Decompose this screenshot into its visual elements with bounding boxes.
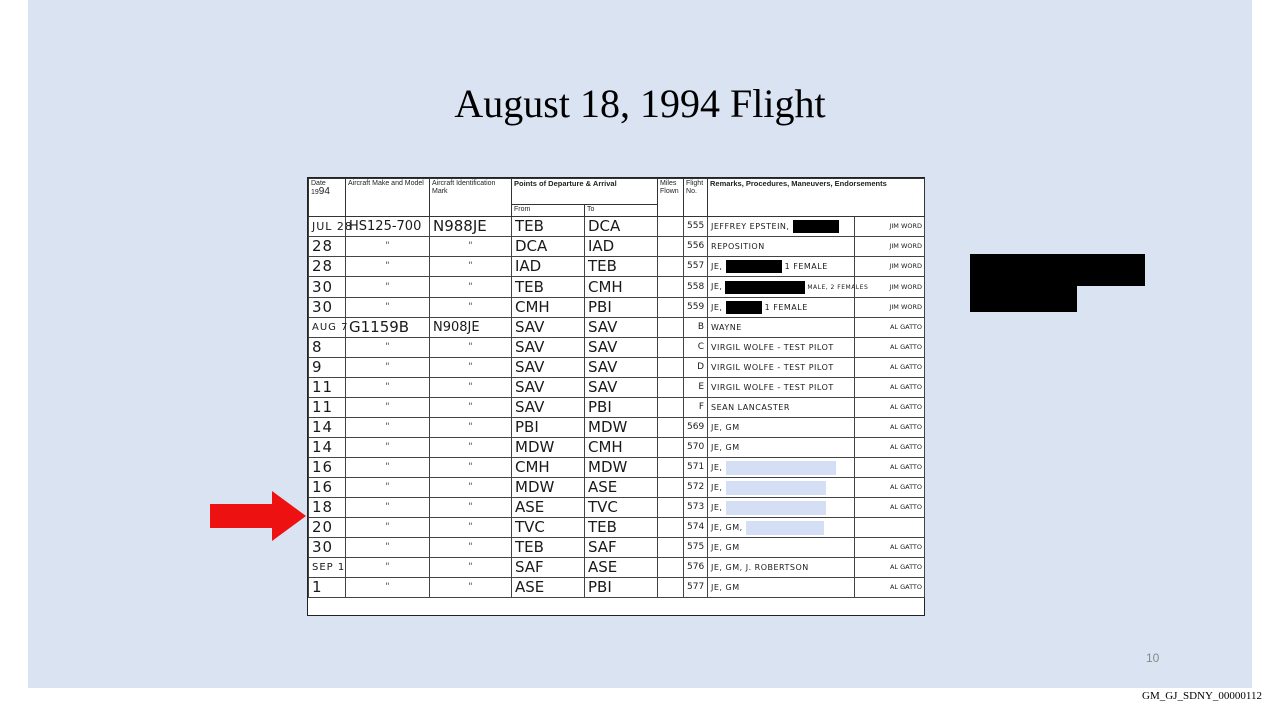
redaction-box xyxy=(725,281,805,294)
row-date: 16 xyxy=(309,458,346,478)
row-from: SAV xyxy=(512,318,585,338)
row-date: JUL 28 xyxy=(309,217,346,237)
row-ident: N988JE xyxy=(430,217,512,237)
row-signature: AL GATTO xyxy=(855,438,925,458)
row-to: PBI xyxy=(585,578,658,598)
row-model: " xyxy=(346,458,430,478)
row-from: SAV xyxy=(512,378,585,398)
row-flight: B xyxy=(684,318,708,338)
row-signature: AL GATTO xyxy=(855,538,925,558)
row-signature: AL GATTO xyxy=(855,398,925,418)
row-miles xyxy=(658,458,684,478)
row-ident: " xyxy=(430,358,512,378)
row-to: SAV xyxy=(585,358,658,378)
row-remarks: JE, 1 FEMALE xyxy=(708,257,855,277)
log-row xyxy=(309,398,925,418)
row-remarks: JE, GM xyxy=(708,578,855,598)
row-flight: C xyxy=(684,338,708,358)
redaction-box xyxy=(726,301,762,314)
row-signature: AL GATTO xyxy=(855,478,925,498)
row-to: MDW xyxy=(585,418,658,438)
row-miles xyxy=(658,578,684,598)
row-date: 1 xyxy=(309,578,346,598)
row-signature: AL GATTO xyxy=(855,498,925,518)
row-remarks: JEFFREY EPSTEIN, xyxy=(708,217,855,237)
row-signature: JIM WORD xyxy=(855,257,925,277)
row-miles xyxy=(658,318,684,338)
row-miles xyxy=(658,398,684,418)
row-to: SAV xyxy=(585,318,658,338)
row-date: 28 xyxy=(309,237,346,257)
row-date: 11 xyxy=(309,398,346,418)
row-signature: AL GATTO xyxy=(855,578,925,598)
row-miles xyxy=(658,277,684,298)
logbook-scan xyxy=(307,177,925,616)
row-flight: E xyxy=(684,378,708,398)
log-row xyxy=(309,237,925,257)
row-model: " xyxy=(346,478,430,498)
row-signature: AL GATTO xyxy=(855,358,925,378)
row-to: PBI xyxy=(585,298,658,318)
row-miles xyxy=(658,338,684,358)
row-to: CMH xyxy=(585,438,658,458)
row-miles xyxy=(658,558,684,578)
row-flight: 556 xyxy=(684,237,708,257)
row-signature: AL GATTO xyxy=(855,338,925,358)
row-signature: JIM WORD xyxy=(855,298,925,318)
row-flight: 559 xyxy=(684,298,708,318)
row-model: " xyxy=(346,257,430,277)
row-miles xyxy=(658,498,684,518)
row-miles xyxy=(658,378,684,398)
log-row xyxy=(309,518,925,538)
row-from: MDW xyxy=(512,438,585,458)
row-flight: 577 xyxy=(684,578,708,598)
header-miles: Miles Flown xyxy=(658,179,684,217)
row-ident: " xyxy=(430,418,512,438)
row-model: " xyxy=(346,538,430,558)
header-flight-no: Flight No. xyxy=(684,179,708,217)
row-signature: AL GATTO xyxy=(855,378,925,398)
log-row xyxy=(309,438,925,458)
row-model: " xyxy=(346,378,430,398)
row-ident: " xyxy=(430,277,512,298)
header-aircraft-ident: Aircraft Identification Mark xyxy=(430,179,512,217)
row-miles xyxy=(658,418,684,438)
row-remarks: JE, 1 FEMALE xyxy=(708,298,855,318)
log-row xyxy=(309,358,925,378)
row-miles xyxy=(658,538,684,558)
row-remarks: JE, xyxy=(708,498,855,518)
log-row xyxy=(309,318,925,338)
row-date: 18 xyxy=(309,498,346,518)
row-from: SAV xyxy=(512,398,585,418)
row-to: SAV xyxy=(585,378,658,398)
row-ident: " xyxy=(430,518,512,538)
header-aircraft-model: Aircraft Make and Model xyxy=(346,179,430,217)
row-flight: 572 xyxy=(684,478,708,498)
row-model: " xyxy=(346,398,430,418)
row-miles xyxy=(658,237,684,257)
row-remarks: REPOSITION xyxy=(708,237,855,257)
log-row xyxy=(309,378,925,398)
row-miles xyxy=(658,257,684,277)
row-miles xyxy=(658,478,684,498)
row-to: TEB xyxy=(585,518,658,538)
row-miles xyxy=(658,438,684,458)
row-from: SAV xyxy=(512,338,585,358)
header-to: To xyxy=(585,205,658,217)
row-date: 8 xyxy=(309,338,346,358)
row-model: " xyxy=(346,277,430,298)
row-remarks: VIRGIL WOLFE - TEST PILOT xyxy=(708,378,855,398)
row-ident: " xyxy=(430,237,512,257)
row-date: 30 xyxy=(309,298,346,318)
row-model: " xyxy=(346,558,430,578)
log-row xyxy=(309,538,925,558)
row-model: " xyxy=(346,498,430,518)
row-flight: 576 xyxy=(684,558,708,578)
row-from: TVC xyxy=(512,518,585,538)
row-date: SEP 1 xyxy=(309,558,346,578)
row-ident: " xyxy=(430,538,512,558)
row-signature: JIM WORD xyxy=(855,217,925,237)
row-to: TVC xyxy=(585,498,658,518)
row-remarks: WAYNE xyxy=(708,318,855,338)
row-model: G1159B xyxy=(346,318,430,338)
row-to: ASE xyxy=(585,558,658,578)
row-flight: 555 xyxy=(684,217,708,237)
row-to: PBI xyxy=(585,398,658,418)
row-from: SAF xyxy=(512,558,585,578)
header-date: Date 1994 xyxy=(309,179,346,217)
page-number: 10 xyxy=(1146,651,1160,665)
row-model: " xyxy=(346,518,430,538)
row-remarks: JE, GM xyxy=(708,418,855,438)
row-signature: AL GATTO xyxy=(855,418,925,438)
row-remarks: JE, GM, xyxy=(708,518,855,538)
row-date: 30 xyxy=(309,277,346,298)
row-to: DCA xyxy=(585,217,658,237)
logbook-table xyxy=(308,178,925,598)
row-ident: " xyxy=(430,298,512,318)
row-from: TEB xyxy=(512,538,585,558)
log-row xyxy=(309,338,925,358)
log-row xyxy=(309,558,925,578)
row-date: AUG 7 xyxy=(309,318,346,338)
row-flight: 569 xyxy=(684,418,708,438)
red-arrow-icon xyxy=(210,491,306,541)
log-row xyxy=(309,257,925,277)
row-remarks: SEAN LANCASTER xyxy=(708,398,855,418)
header-points: Points of Departure & Arrival xyxy=(512,179,658,205)
row-date: 16 xyxy=(309,478,346,498)
row-ident: " xyxy=(430,338,512,358)
row-ident: " xyxy=(430,558,512,578)
row-to: IAD xyxy=(585,237,658,257)
row-ident: " xyxy=(430,458,512,478)
blurred-redaction xyxy=(746,521,824,535)
row-miles xyxy=(658,298,684,318)
row-flight: 571 xyxy=(684,458,708,478)
row-date: 30 xyxy=(309,538,346,558)
row-from: CMH xyxy=(512,298,585,318)
slide-title: August 18, 1994 Flight xyxy=(454,81,826,126)
row-from: PBI xyxy=(512,418,585,438)
row-date: 9 xyxy=(309,358,346,378)
row-flight: F xyxy=(684,398,708,418)
row-model: " xyxy=(346,358,430,378)
log-row xyxy=(309,418,925,438)
row-signature: JIM WORD xyxy=(855,277,925,298)
row-date: 20 xyxy=(309,518,346,538)
row-from: IAD xyxy=(512,257,585,277)
row-miles xyxy=(658,518,684,538)
row-remarks: JE, GM xyxy=(708,538,855,558)
row-flight: 573 xyxy=(684,498,708,518)
row-signature: AL GATTO xyxy=(855,318,925,338)
row-from: SAV xyxy=(512,358,585,378)
row-to: MDW xyxy=(585,458,658,478)
row-to: SAV xyxy=(585,338,658,358)
row-flight: 558 xyxy=(684,277,708,298)
row-remarks: VIRGIL WOLFE - TEST PILOT xyxy=(708,338,855,358)
row-to: SAF xyxy=(585,538,658,558)
row-flight: D xyxy=(684,358,708,378)
row-remarks: JE, GM, J. ROBERTSON xyxy=(708,558,855,578)
row-model: " xyxy=(346,438,430,458)
log-row xyxy=(309,298,925,318)
row-to: CMH xyxy=(585,277,658,298)
row-remarks: JE, xyxy=(708,478,855,498)
row-remarks: JE, GM xyxy=(708,438,855,458)
row-ident: " xyxy=(430,478,512,498)
row-date: 14 xyxy=(309,418,346,438)
row-ident: N908JE xyxy=(430,318,512,338)
row-miles xyxy=(658,217,684,237)
header-remarks: Remarks, Procedures, Maneuvers, Endorsements xyxy=(708,179,925,217)
row-ident: " xyxy=(430,398,512,418)
row-signature: JIM WORD xyxy=(855,237,925,257)
row-model: " xyxy=(346,578,430,598)
row-signature: AL GATTO xyxy=(855,458,925,478)
row-model: HS125-700 xyxy=(346,217,430,237)
blurred-redaction xyxy=(726,481,826,495)
row-ident: " xyxy=(430,378,512,398)
row-flight: 557 xyxy=(684,257,708,277)
row-date: 28 xyxy=(309,257,346,277)
row-flight: 574 xyxy=(684,518,708,538)
row-from: DCA xyxy=(512,237,585,257)
log-row xyxy=(309,277,925,298)
row-from: TEB xyxy=(512,277,585,298)
log-row-highlighted xyxy=(309,498,925,518)
bates-number: GM_GJ_SDNY_00000112 xyxy=(1142,690,1262,702)
log-row xyxy=(309,458,925,478)
row-ident: " xyxy=(430,498,512,518)
side-redaction-box xyxy=(970,285,1077,312)
row-model: " xyxy=(346,298,430,318)
row-ident: " xyxy=(430,257,512,277)
row-ident: " xyxy=(430,438,512,458)
side-redaction-box xyxy=(970,254,1145,286)
row-signature: AL GATTO xyxy=(855,558,925,578)
row-model: " xyxy=(346,237,430,257)
row-from: MDW xyxy=(512,478,585,498)
log-row xyxy=(309,217,925,237)
row-model: " xyxy=(346,338,430,358)
log-row xyxy=(309,578,925,598)
row-remarks: JE, xyxy=(708,458,855,478)
blurred-redaction xyxy=(726,501,826,515)
row-from: CMH xyxy=(512,458,585,478)
row-date: 14 xyxy=(309,438,346,458)
redaction-box xyxy=(726,260,782,273)
row-ident: " xyxy=(430,578,512,598)
row-flight: 575 xyxy=(684,538,708,558)
header-from: From xyxy=(512,205,585,217)
log-row xyxy=(309,478,925,498)
row-date: 11 xyxy=(309,378,346,398)
row-to: TEB xyxy=(585,257,658,277)
row-from: TEB xyxy=(512,217,585,237)
row-model: " xyxy=(346,418,430,438)
row-miles xyxy=(658,358,684,378)
row-from: ASE xyxy=(512,498,585,518)
row-remarks: VIRGIL WOLFE - TEST PILOT xyxy=(708,358,855,378)
row-signature xyxy=(855,518,925,538)
blurred-redaction xyxy=(726,461,836,475)
row-from: ASE xyxy=(512,578,585,598)
row-remarks: JE, MALE, 2 FEMALES xyxy=(708,277,855,298)
redaction-box xyxy=(793,220,839,233)
row-to: ASE xyxy=(585,478,658,498)
row-flight: 570 xyxy=(684,438,708,458)
